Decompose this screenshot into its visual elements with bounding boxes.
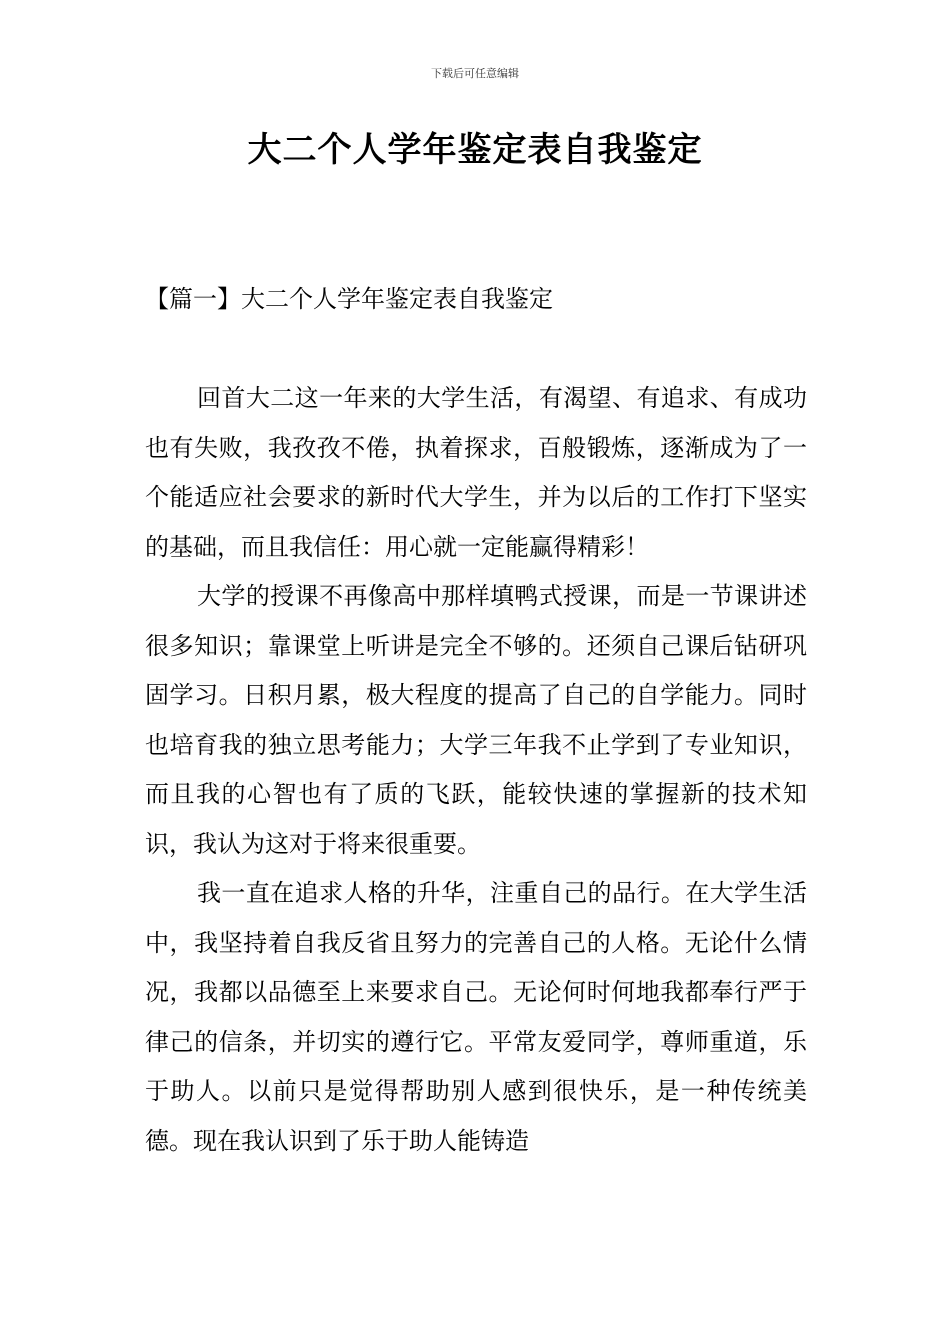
paragraph-3: 我一直在追求人格的升华，注重自己的品行。在大学生活中，我坚持着自我反省且努力的完善自己的人格。无论什么情况，我都以品德至上来要求自己。无论何时何地我都奉行严于律己的信条，并切实的遵行它。平常友爱同学，尊师重道，乐于助人。以前只是觉得帮助别人感到很快乐，是一种传统美德。现在我认识到了乐于助人能铸造: [145, 879, 807, 1155]
header-note: 下载后可任意编辑: [431, 67, 519, 80]
section-heading: 【篇一】大二个人学年鉴定表自我鉴定: [145, 285, 553, 313]
document-body: [145, 374, 807, 1166]
paragraph-1: 回首大二这一年来的大学生活，有渴望、有追求、有成功也有失败，我孜孜不倦，执着探求，百般锻炼，逐渐成为了一个能适应社会要求的新时代大学生，并为以后的工作打下坚实的基础，而且我信任：用心就一定能赢得精彩！: [145, 384, 807, 561]
paragraph-2: 大学的授课不再像高中那样填鸭式授课，而是一节课讲述很多知识；靠课堂上听讲是完全不够的。还须自己课后钻研巩固学习。日积月累，极大程度的提高了自己的自学能力。同时也培育我的独立思考能力；大学三年我不止学到了专业知识，而且我的心智也有了质的飞跃，能较快速的掌握新的技术知识，我认为这对于将来很重要。: [145, 582, 807, 858]
document-title: 大二个人学年鉴定表自我鉴定: [247, 130, 703, 170]
